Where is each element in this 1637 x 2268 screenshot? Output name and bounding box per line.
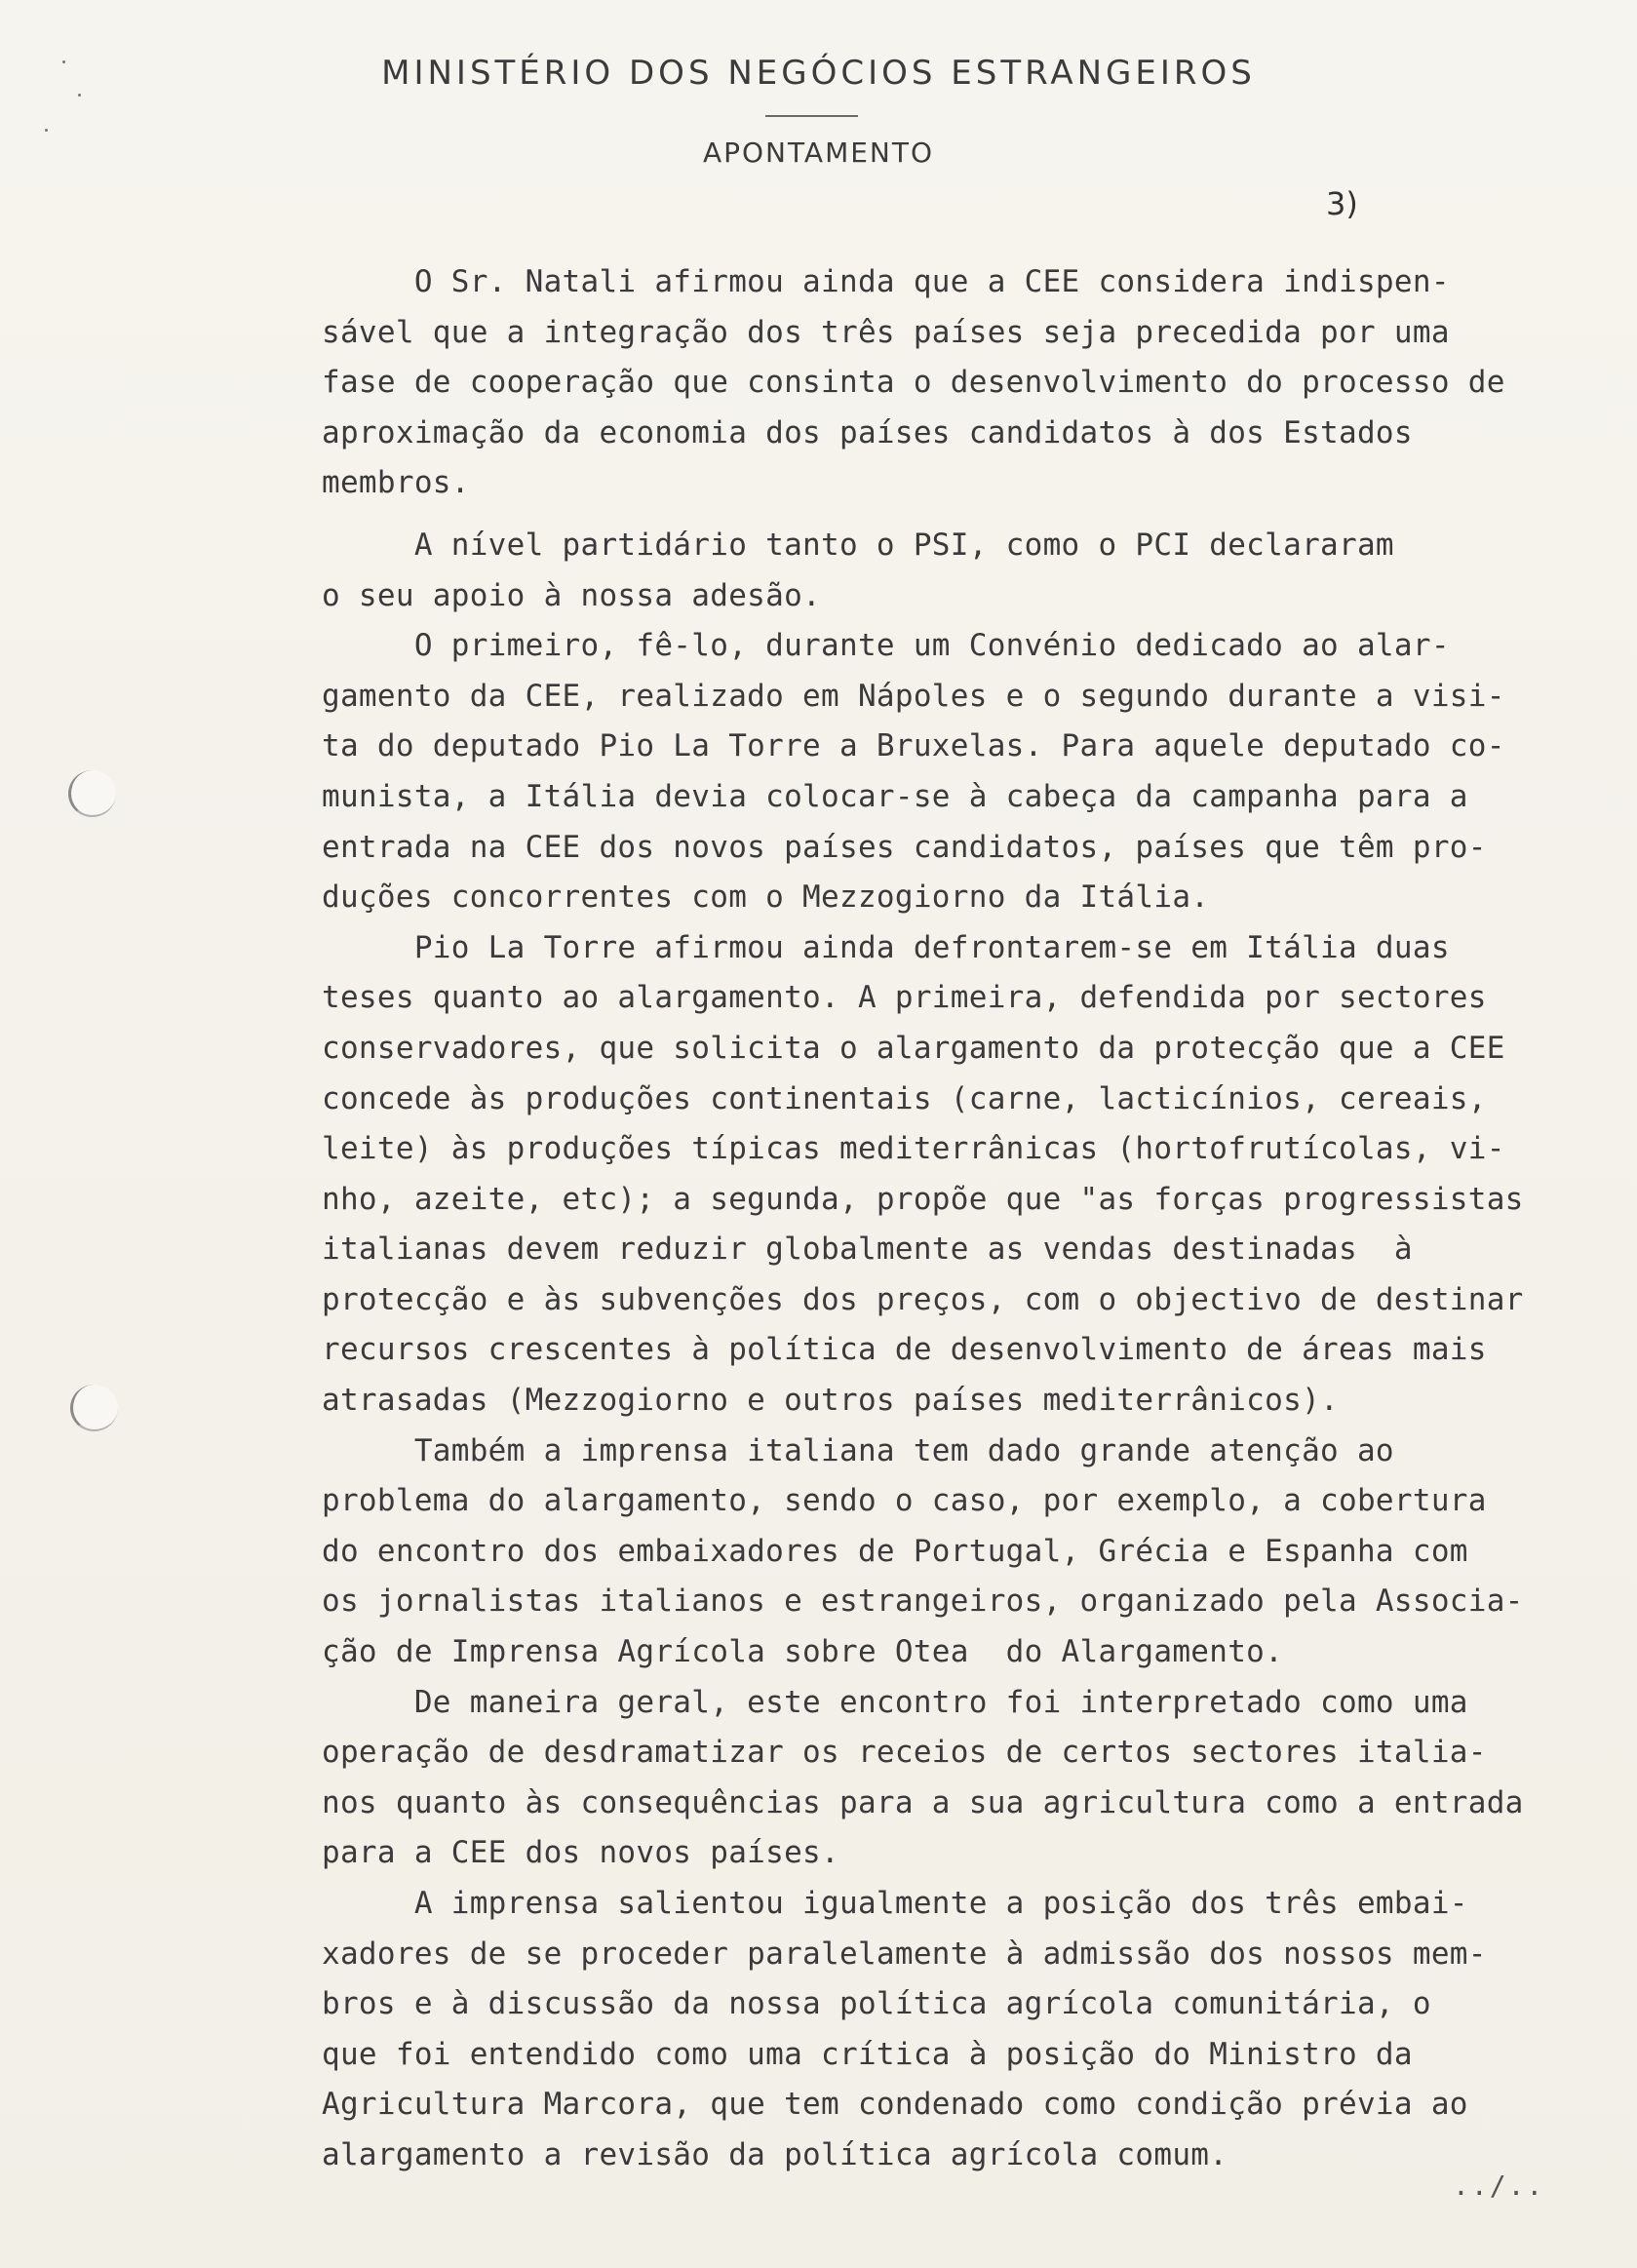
text-line: Agricultura Marcora, que tem condenado como condição prévia ao (322, 2087, 1468, 2123)
text-line: leite) às produções típicas mediterrânicas (hortofrutícolas, vi- (322, 1131, 1505, 1167)
punch-hole (68, 770, 116, 817)
document-type-label: APONTAMENTO (702, 137, 935, 169)
continuation-mark: ../.. (1453, 2170, 1545, 2202)
text-line: que foi entendido como uma crítica à posição do Ministro da (322, 2036, 1413, 2072)
text-line: o seu apoio à nossa adesão. (322, 577, 822, 613)
text-line: sável que a integração dos três países seja precedida por uma (322, 314, 1450, 350)
text-line: gamento da CEE, realizado em Nápoles e o segundo durante a visi- (322, 678, 1505, 714)
text-line: os jornalistas italianos e estrangeiros, organizado pela Associa- (322, 1584, 1524, 1620)
text-line: fase de cooperação que consinta o desenvolvimento do processo de (322, 365, 1505, 401)
text-line: nho, azeite, etc); a segunda, propõe que "as forças progressistas (322, 1181, 1524, 1217)
text-line: protecção e às subvenções dos preços, com o objectivo de destinar (322, 1281, 1524, 1317)
text-line: xadores de se proceder paralelamente à admissão dos nossos mem- (322, 1936, 1487, 1972)
text-line: Pio La Torre afirmou ainda defrontarem-se em Itália duas (322, 929, 1450, 965)
text-line: duções concorrentes com o Mezzogiorno da Itália. (322, 880, 1210, 916)
text-line: Também a imprensa italiana tem dado grande atenção ao (322, 1432, 1394, 1468)
text-line: A nível partidário tanto o PSI, como o PCI declararam (322, 527, 1394, 563)
text-line: para a CEE dos novos países. (322, 1835, 839, 1871)
text-line: do encontro dos embaixadores de Portugal, Grécia e Espanha com (322, 1533, 1468, 1569)
text-line: munista, a Itália devia colocar-se à cabeça da campanha para a (322, 778, 1468, 814)
text-line: nos quanto às consequências para a sua agricultura como a entrada (322, 1784, 1524, 1820)
text-line: concede às produções continentais (carne, lacticínios, cereais, (322, 1080, 1487, 1116)
text-line: alargamento a revisão da política agrícola comum. (322, 2136, 1228, 2172)
ministry-header: MINISTÉRIO DOS NEGÓCIOS ESTRANGEIROS (381, 54, 1256, 93)
text-line: problema do alargamento, sendo o caso, por exemplo, a cobertura (322, 1483, 1487, 1519)
text-line: A imprensa salientou igualmente a posição dos três embai- (322, 1886, 1468, 1921)
text-line: O primeiro, fê-lo, durante um Convénio dedicado ao alar- (322, 628, 1450, 664)
memo-body (322, 257, 1609, 2181)
text-line: aproximação da economia dos países candidatos à dos Estados (322, 414, 1413, 450)
text-line: bros e à discussão da nossa política agrícola comunitária, o (322, 1986, 1431, 2022)
text-line: teses quanto ao alargamento. A primeira, defendida por sectores (322, 980, 1487, 1016)
text-line: italianas devem reduzir globalmente as vendas destinadas à (322, 1232, 1413, 1268)
text-line: ção de Imprensa Agrícola sobre Otea do Alargamento. (322, 1634, 1284, 1670)
paper-speck (45, 129, 48, 132)
text-line: recursos crescentes à política de desenvolvimento de áreas mais (322, 1332, 1487, 1368)
text-line: entrada na CEE dos novos países candidatos, países que têm pro- (322, 829, 1487, 865)
paper-speck (78, 94, 81, 97)
text-line: De maneira geral, este encontro foi interpretado como uma (322, 1684, 1468, 1720)
text-line: O Sr. Natali afirmou ainda que a CEE considera indispen- (322, 264, 1450, 299)
punch-hole (70, 1385, 118, 1431)
text-line: atrasadas (Mezzogiorno e outros países mediterrânicos). (322, 1383, 1339, 1419)
text-line: operação de desdramatizar os receios de certos sectores italia- (322, 1735, 1487, 1771)
text-line: conservadores, que solicita o alargamento da protecção que a CEE (322, 1030, 1505, 1066)
page-number: 3) (1326, 185, 1358, 222)
text-line: ta do deputado Pio La Torre a Bruxelas. Para aquele deputado co- (322, 728, 1505, 764)
header-divider (765, 115, 858, 117)
text-line: membros. (322, 465, 470, 501)
